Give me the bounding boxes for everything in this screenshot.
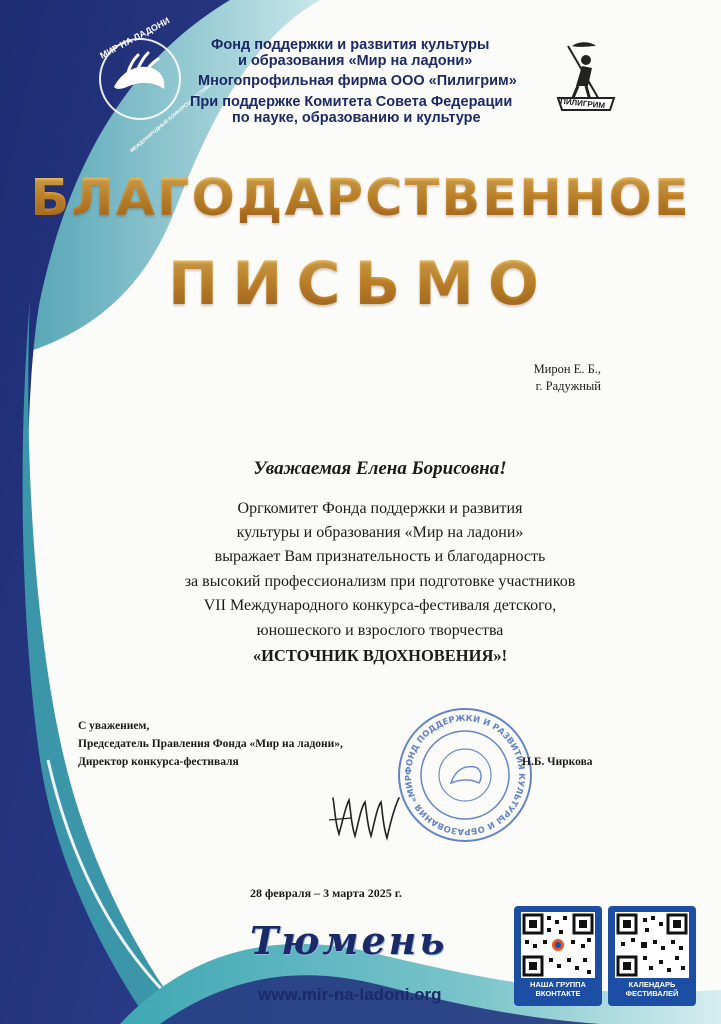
- signature-position-1: Председатель Правления Фонда «Мир на ладони»,: [78, 738, 343, 750]
- logo-left-subtext: МЕЖДУНАРОДНЫЕ КОНКУРСЫ ФЕСТИВАЛИ: [129, 77, 219, 155]
- body-line-4: за высокий профессионализм при подготовке участников: [184, 573, 576, 590]
- stamp-ring-text: ФОНД ПОДДЕРЖКИ И РАЗВИТИЯ КУЛЬТУРЫ И ОБРАЗОВАНИЯ «МИР: [403, 713, 527, 837]
- title-line-1: БЛАГОДАРСТВЕННОЕ: [0, 166, 721, 232]
- signature-regards: С уважением,: [78, 720, 150, 732]
- signer-name: Н.Б. Чиркова: [522, 756, 593, 768]
- event-dates: 28 февраля – 3 марта 2025 г.: [250, 886, 402, 900]
- body-line-2: культуры и образования «Мир на ладони»: [236, 524, 524, 541]
- recipient-name: Мирон Е. Б.,: [533, 362, 601, 376]
- palm-logo-icon: [86, 25, 194, 133]
- title-line-2: ПИСЬМО: [0, 246, 721, 322]
- qr-calendar-label: КАЛЕНДАРЬ ФЕСТИВАЛЕЙ: [625, 980, 679, 998]
- qr-vk-group[interactable]: [514, 906, 602, 1006]
- header-line-5: по науке, образованию и культуре: [232, 110, 481, 126]
- header-line-2: и образования «Мир на ладони»: [238, 53, 473, 69]
- recipient-city: г. Радужный: [535, 379, 601, 393]
- website-link[interactable]: www.mir-na-ladoni.org: [258, 985, 442, 1004]
- logo-mir-na-ladoni: [86, 15, 219, 155]
- body-line-6: юношеского и взрослого творчества: [256, 622, 504, 639]
- logo-right-text: ПИЛИГРИМ: [559, 96, 606, 111]
- handwritten-signature: [325, 790, 415, 845]
- stamp-seal-icon: [395, 705, 535, 845]
- signature-position-2: Директор конкурса-фестиваля: [78, 756, 239, 768]
- qr-vk-label: НАША ГРУППА ВКОНТАКТЕ: [530, 980, 586, 998]
- qr-festival-calendar[interactable]: [608, 906, 696, 1006]
- official-stamp: [395, 705, 535, 845]
- body-line-5: VII Международного конкурса-фестиваля детского,: [203, 597, 557, 614]
- festival-name: «ИСТОЧНИК ВДОХНОВЕНИЯ»!: [252, 646, 508, 665]
- qr-code-icon: [521, 912, 595, 978]
- body-line-3: выражает Вам признательность и благодарность: [214, 548, 546, 565]
- event-city: Тюмень: [250, 918, 448, 963]
- greeting: Уважаемая Елена Борисовна!: [253, 458, 507, 479]
- header-line-4: При поддержке Комитета Совета Федерации: [190, 94, 513, 110]
- header-line-1: Фонд поддержки и развития культуры: [211, 37, 490, 53]
- qr-code-icon: [615, 912, 689, 978]
- logo-piligrim: [546, 38, 626, 118]
- header-line-3: Многопрофильная фирма ООО «Пилигрим»: [198, 73, 517, 89]
- logo-left-text: МИР НА ЛАДОНИ: [98, 15, 172, 61]
- body-line-1: Оргкомитет Фонда поддержки и развития: [237, 500, 523, 517]
